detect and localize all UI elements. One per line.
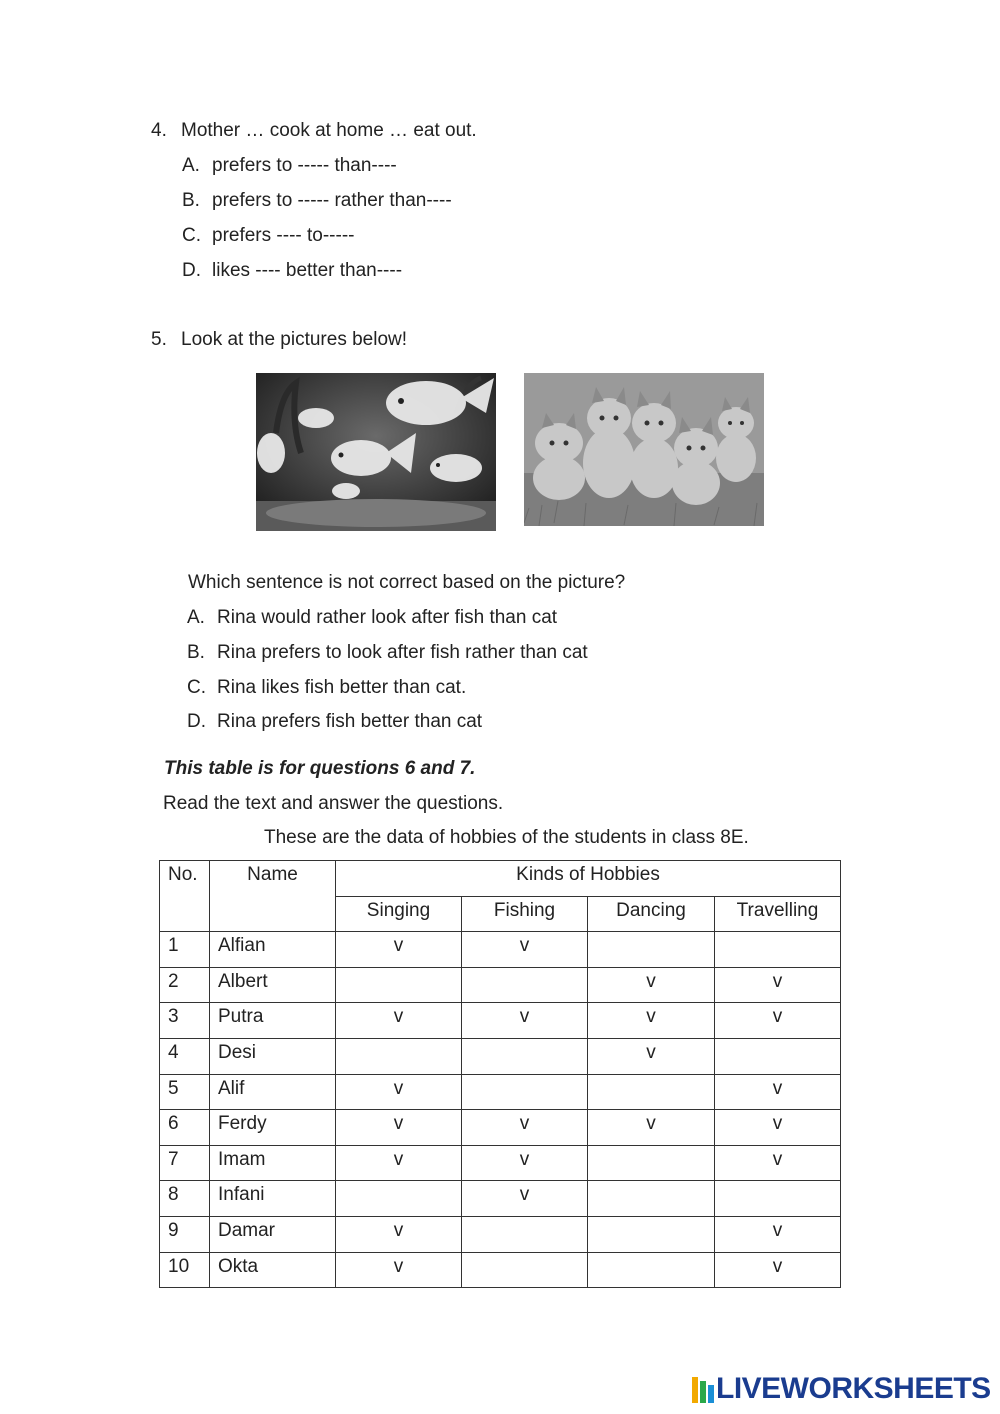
option-letter: D. [182,260,201,281]
table-caption: These are the data of hobbies of the students in class 8E. [264,827,749,848]
cell-travelling-mark: v [715,1145,841,1181]
cell-dancing-mark: v [588,1038,715,1074]
option-letter: A. [187,607,205,628]
question-5-stem: Look at the pictures below! [181,329,408,350]
option-text: prefers to ----- rather than---- [212,190,452,211]
cell-travelling-mark: v [715,1003,841,1039]
cell-name: Ferdy [210,1110,336,1146]
table-row [160,1181,841,1217]
option-text: Rina likes fish better than cat. [217,677,467,698]
option-letter: A. [182,155,200,176]
table-row [160,1110,841,1146]
cell-fishing-mark [462,1038,588,1074]
table-row [160,1074,841,1110]
cell-name: Alif [210,1074,336,1110]
cell-fishing-mark [462,1216,588,1252]
cell-singing-mark [336,1038,462,1074]
table-heading: This table is for questions 6 and 7. [164,758,476,779]
cell-dancing-mark [588,1216,715,1252]
cell-dancing-mark: v [588,967,715,1003]
q4-option-c[interactable] [182,225,354,247]
option-letter: C. [187,677,206,698]
table-instruction: Read the text and answer the questions. [163,793,504,814]
liveworksheets-logo-icon [692,1377,714,1403]
liveworksheets-logo: LIVEWORKSHEETS [716,1372,991,1405]
option-letter: B. [187,642,205,663]
option-text: Rina prefers fish better than cat [217,711,483,732]
cell-no: 2 [160,967,210,1003]
header-no: No. [160,861,210,932]
hobbies-table [159,860,841,1288]
option-letter: C. [182,225,201,246]
cell-dancing-mark: v [588,1110,715,1146]
cell-singing-mark: v [336,1252,462,1288]
cell-name: Desi [210,1038,336,1074]
table-row [160,1003,841,1039]
header-fishing: Fishing [462,896,588,932]
header-travelling: Travelling [715,896,841,932]
header-name: Name [210,861,336,932]
q4-option-d[interactable] [182,260,402,282]
cell-singing-mark: v [336,1216,462,1252]
cell-fishing-mark [462,967,588,1003]
cell-fishing-mark: v [462,1145,588,1181]
cell-dancing-mark [588,1074,715,1110]
kittens-picture [524,373,764,526]
question-4-stem: Mother … cook at home … eat out. [181,120,477,141]
cell-dancing-mark: v [588,1003,715,1039]
option-text: Rina would rather look after fish than cat [217,607,558,628]
q4-option-a[interactable] [182,155,397,177]
cell-singing-mark: v [336,1110,462,1146]
q5-option-a[interactable] [187,607,557,629]
cell-dancing-mark [588,1181,715,1217]
cell-name: Okta [210,1252,336,1288]
header-dancing: Dancing [588,896,715,932]
goldfish-illustration [256,373,496,531]
cell-singing-mark [336,967,462,1003]
table-body [160,932,841,1288]
cell-no: 10 [160,1252,210,1288]
option-text: prefers to ----- than---- [212,155,397,176]
option-text: prefers ---- to----- [212,225,355,246]
option-text: Rina prefers to look after fish rather than cat [217,642,588,663]
cell-travelling-mark [715,1181,841,1217]
cell-name: Imam [210,1145,336,1181]
q5-option-d[interactable] [187,711,482,733]
cell-fishing-mark: v [462,932,588,968]
table-row [160,967,841,1003]
cell-singing-mark: v [336,932,462,968]
cell-no: 8 [160,1181,210,1217]
cell-dancing-mark [588,1145,715,1181]
cell-travelling-mark [715,1038,841,1074]
kittens-illustration [524,373,764,526]
cell-name: Damar [210,1216,336,1252]
cell-no: 5 [160,1074,210,1110]
q5-option-c[interactable] [187,677,466,699]
table-row [160,1216,841,1252]
cell-singing-mark [336,1181,462,1217]
table-row [160,932,841,968]
table-row [160,1038,841,1074]
goldfish-picture [256,373,496,531]
cell-travelling-mark [715,932,841,968]
question-5-number: 5. [151,329,167,350]
option-text: likes ---- better than---- [212,260,403,281]
table-header-row [160,861,841,897]
q5-option-b[interactable] [187,642,588,664]
cell-no: 9 [160,1216,210,1252]
cell-travelling-mark: v [715,1252,841,1288]
cell-fishing-mark: v [462,1181,588,1217]
cell-no: 4 [160,1038,210,1074]
q4-option-b[interactable] [182,190,452,212]
cell-name: Albert [210,967,336,1003]
header-singing: Singing [336,896,462,932]
cell-name: Putra [210,1003,336,1039]
option-letter: B. [182,190,200,211]
cell-no: 7 [160,1145,210,1181]
cell-singing-mark: v [336,1074,462,1110]
cell-fishing-mark: v [462,1003,588,1039]
cell-fishing-mark [462,1252,588,1288]
cell-singing-mark: v [336,1003,462,1039]
cell-dancing-mark [588,932,715,968]
cell-no: 6 [160,1110,210,1146]
cell-no: 1 [160,932,210,968]
table-row [160,1252,841,1288]
table-row [160,1145,841,1181]
cell-fishing-mark [462,1074,588,1110]
option-letter: D. [187,711,206,732]
cell-name: Alfian [210,932,336,968]
question-4-number: 4. [151,120,167,141]
cell-singing-mark: v [336,1145,462,1181]
cell-fishing-mark: v [462,1110,588,1146]
cell-no: 3 [160,1003,210,1039]
cell-travelling-mark: v [715,967,841,1003]
cell-dancing-mark [588,1252,715,1288]
cell-travelling-mark: v [715,1074,841,1110]
cell-name: Infani [210,1181,336,1217]
question-5-prompt: Which sentence is not correct based on the picture? [188,572,626,593]
header-kinds-of-hobbies: Kinds of Hobbies [336,861,841,897]
cell-travelling-mark: v [715,1110,841,1146]
cell-travelling-mark: v [715,1216,841,1252]
